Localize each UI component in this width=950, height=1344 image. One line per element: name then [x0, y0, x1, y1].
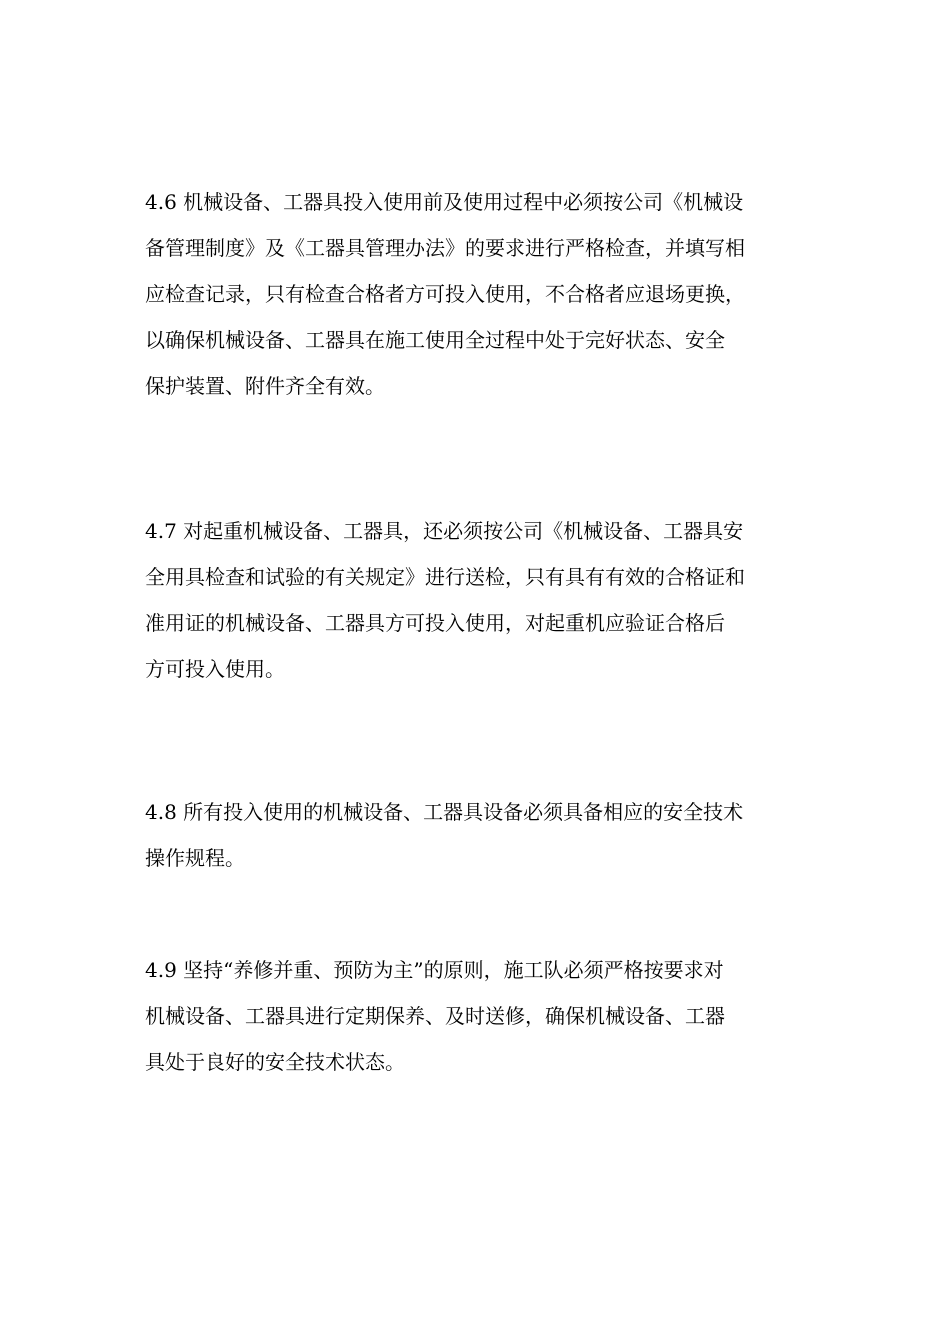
paragraph-line: 方可投入使用。 — [145, 657, 285, 681]
paragraph-line: 准用证的机械设备、工器具方可投入使用，对起重机应验证合格后 — [145, 611, 725, 635]
paragraph-4-8 — [145, 789, 845, 881]
paragraph-line: 4.7 对起重机械设备、工器具，还必须按公司《机械设备、工器具安 — [145, 519, 744, 543]
paragraph-line: 4.6 机械设备、工器具投入使用前及使用过程中必须按公司《机械设 — [145, 190, 744, 214]
paragraph-4-6 — [145, 179, 845, 409]
paragraph-line: 全用具检查和试验的有关规定》进行送检，只有具有有效的合格证和 — [145, 565, 745, 589]
paragraph-line: 应检查记录，只有检查合格者方可投入使用，不合格者应退场更换， — [145, 282, 745, 306]
paragraph-line: 4.9 坚持“养修并重、预防为主”的原则，施工队必须严格按要求对 — [145, 958, 724, 982]
paragraph-4-9 — [145, 947, 845, 1085]
paragraph-line: 具处于良好的安全技术状态。 — [145, 1050, 405, 1074]
paragraph-4-7 — [145, 508, 845, 692]
paragraph-line: 备管理制度》及《工器具管理办法》的要求进行严格检查，并填写相 — [145, 236, 745, 260]
paragraph-line: 4.8 所有投入使用的机械设备、工器具设备必须具备相应的安全技术 — [145, 800, 744, 824]
paragraph-line: 机械设备、工器具进行定期保养、及时送修，确保机械设备、工器 — [145, 1004, 725, 1028]
paragraph-line: 操作规程。 — [145, 846, 245, 870]
paragraph-line: 保护装置、附件齐全有效。 — [145, 374, 385, 398]
paragraph-line: 以确保机械设备、工器具在施工使用全过程中处于完好状态、安全 — [145, 328, 725, 352]
